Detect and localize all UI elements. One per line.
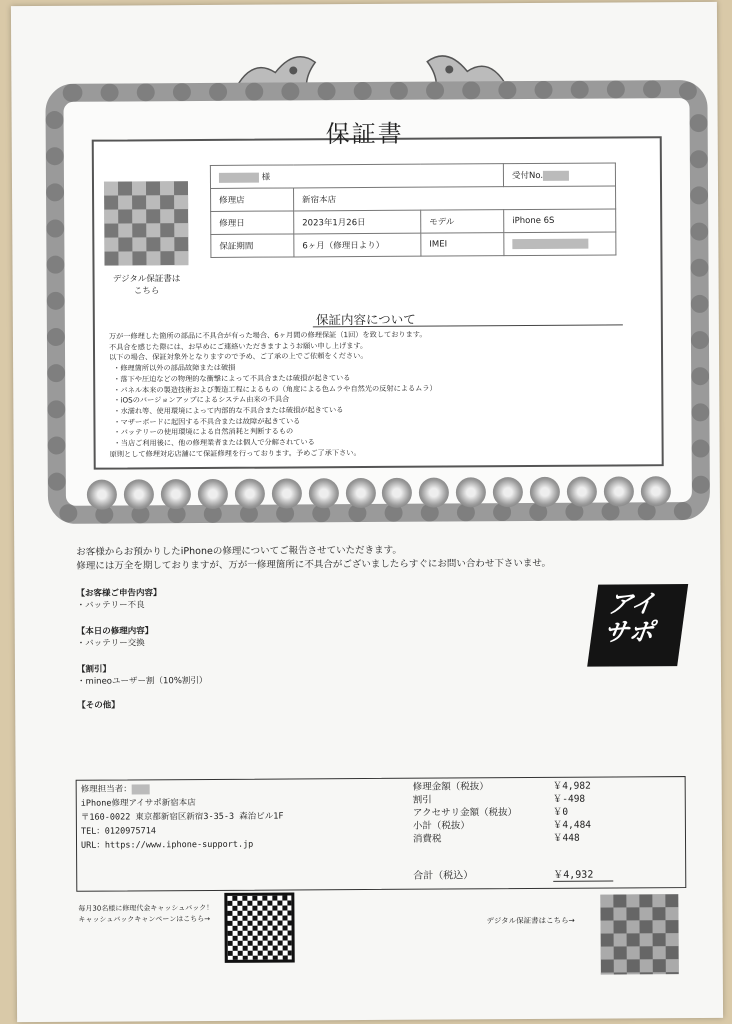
logo-line-2: サポ	[601, 617, 656, 647]
repair-heading: 【本日の修理内容】	[76, 626, 154, 637]
cashback-line-1: 毎月30名様に修理代金キャッシュバック！	[78, 903, 214, 913]
customer-suffix: 様	[261, 172, 271, 183]
receipt-cell	[503, 163, 615, 187]
price-row	[413, 832, 613, 846]
cashback-promo	[78, 903, 213, 926]
logo-line-1: アイ	[605, 589, 658, 619]
aisapo-logo	[587, 584, 688, 667]
receipt-label: 受付No.	[511, 170, 544, 182]
model-label: モデル	[421, 210, 504, 234]
shop-address: 〒160-0022 東京都新宿区新宿3-35-3 森治ビル1F	[80, 811, 284, 823]
complaint-heading: 【お客様ご申告内容】	[76, 588, 162, 599]
warranty-paper	[11, 2, 723, 1022]
certificate-title: 保証書	[325, 119, 404, 149]
repair-notice	[76, 543, 551, 574]
cashback-qr-code[interactable]	[224, 892, 294, 962]
discount-heading: 【割引】	[76, 664, 112, 675]
invoice-box	[76, 776, 687, 892]
price-value: ￥0	[552, 806, 569, 818]
cashback-line-2: キャッシュバックキャンペーンはこちら→	[78, 914, 211, 924]
repair-block	[77, 625, 154, 649]
repair-info-table	[210, 162, 617, 257]
exclusion-item: ・マザーボードに起因する不具合または故障が起きている	[113, 416, 301, 427]
price-label: 消費税	[412, 833, 442, 845]
shop-details	[81, 782, 284, 853]
price-label: 修理金額（税抜）	[412, 781, 489, 793]
intro-line: 以下の場合、保証対象外となりますので予め、ご了承の上でご依頼をください。	[109, 351, 368, 362]
exclusion-item: ・パネル本来の製造技術および製造工程によるもの（角度による色ムラや自然光の反射によるムラ）	[113, 383, 437, 395]
exclusion-item: ・iOSのバージョンアップによるシステム由来の不具合	[113, 394, 290, 405]
shop-label: 修理店	[211, 188, 294, 212]
price-row	[413, 806, 613, 820]
model-value: iPhone 6S	[504, 209, 616, 233]
period-value: 6ヶ月（修理日より）	[294, 233, 421, 257]
price-row	[413, 793, 613, 807]
exclusion-item: ・当店ご利用後に、他の修理業者または個人で分解されている	[113, 437, 315, 448]
notice-line-2: 修理には万全を期しておりますが、万が一修理箇所に不具合がございましたらすぐにお問い合わせ下さいませ。	[76, 557, 552, 572]
date-label: 修理日	[211, 211, 294, 235]
leaf-ornament-row	[84, 468, 674, 518]
period-label: 保証期間	[211, 234, 294, 258]
exclusion-item: ・水濡れ等、使用環境によって内部的な不具合または破損が起きている	[113, 405, 344, 416]
other-block	[77, 700, 120, 712]
exclusion-item: ・バッテリーの使用環境による自然消耗と判断するもの	[113, 426, 294, 437]
price-row	[413, 780, 613, 794]
price-row	[413, 819, 613, 833]
shop-tel: TEL：0120975714	[80, 826, 157, 837]
qr-label: デジタル保証書は こちら	[112, 274, 181, 297]
price-label: 小計（税抜）	[412, 820, 470, 832]
receipt-number-redacted	[543, 170, 569, 180]
total-value: ￥4,932	[553, 866, 613, 882]
shop-value: 新宿本店	[294, 186, 616, 211]
intro-line: 万が一修理した箇所の部品に不具合が有った場合、6ヶ月間の修理保証（1回）を致しております。	[108, 329, 427, 341]
digital-certificate-qr-blurred[interactable]	[104, 181, 189, 266]
total-label: 合計（税込）	[413, 870, 474, 882]
exclusion-item: ・修理箇所以外の部品故障または破損	[113, 362, 236, 373]
digital-certificate-qr-bottom-blurred[interactable]	[600, 894, 678, 974]
price-value: ￥448	[552, 832, 580, 844]
shop-name: iPhone修理アイサポ新宿本店	[80, 798, 196, 809]
imei-label: IMEI	[421, 233, 504, 257]
digital-certificate-label: デジタル保証書はこちら→	[486, 915, 575, 926]
notice-line-1: お客様からお預かりしたiPhoneの修理についてご報告させていただきます。	[76, 544, 402, 558]
shop-url[interactable]: URL：https://www.iphone-support.jp	[81, 839, 254, 851]
repair-value: ・バッテリー交換	[76, 638, 145, 649]
intro-line: 不具合を感じた際には、お早めにご連絡いただきますようお願い申し上げます。	[108, 340, 368, 352]
warranty-terms	[109, 329, 610, 460]
total-row	[413, 866, 613, 883]
discount-block	[77, 663, 208, 688]
staff-label: 修理担当者：	[80, 784, 132, 795]
imei-value-redacted	[504, 232, 616, 256]
price-label: アクセサリ金額（税抜）	[412, 807, 518, 819]
staff-name-redacted	[132, 784, 150, 794]
complaint-block	[76, 587, 161, 612]
price-value: ￥-498	[552, 793, 586, 805]
complaint-value: ・バッテリー不良	[76, 600, 145, 611]
closing-line: 原則として修理対応店舗にて保証修理を行っております。予めご了承下さい。	[109, 447, 361, 459]
other-heading: 【その他】	[77, 700, 120, 711]
price-value: ￥4,982	[552, 780, 591, 792]
price-label: 割引	[412, 794, 432, 806]
price-value: ￥4,484	[552, 819, 592, 831]
warranty-section-title: 保証内容について	[315, 311, 416, 328]
date-value: 2023年1月26日	[294, 210, 421, 234]
exclusion-item: ・落下や圧迫などの物理的な衝撃によって不具合または破損が起きている	[113, 372, 351, 384]
customer-cell	[210, 164, 503, 189]
price-breakdown	[413, 780, 613, 846]
discount-value: ・mineoユーザー割（10%割引）	[77, 675, 208, 687]
customer-name-redacted	[219, 172, 259, 182]
